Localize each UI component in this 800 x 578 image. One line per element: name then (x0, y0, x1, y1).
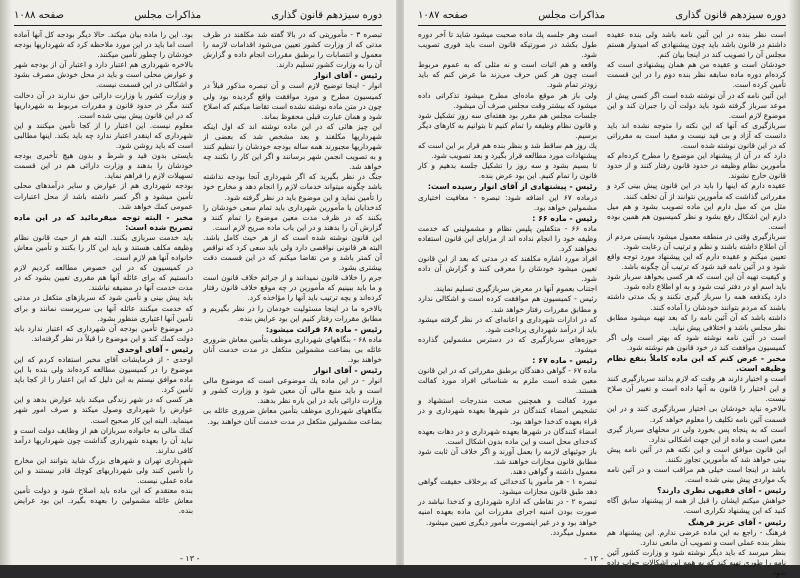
header-page-number: صفحه ۱۰۸۸ (14, 9, 65, 21)
paragraph: در موضوع تأمین بودجه آن شهرداری که اعتبار ندارد باید دولت کمك کند و این موضوع را قبلاً در نظر گرفته‌اند. (14, 323, 193, 343)
paragraph: جرم را خلاف قانون نمیدانند و از جرائم خلاف قانون است و ما باید ببینیم که مأمورین در چه موقع خلاف قانون رفتار کرده‌اند و بچه ترتیب باید آنها را مؤاخذه کرد. (203, 273, 382, 303)
header-page-number: صفحه ۱۰۸۷ (418, 9, 469, 21)
paragraph: باشد در اینجا است خیلی هم مراقب است و در آئین نامه یک مواردی پیش بینی شده است. (607, 465, 786, 485)
header-series: دوره سیزدهم قانون گذاری (271, 9, 382, 21)
paragraph: باز جوئیهای لازمه را بعمل آورند و اگر خلاف آن ثابت شود مطابق قانون مجازات خواهند شد. (418, 446, 597, 466)
paragraph: بود. این را ماده بیان میکند. حالا دیگر بودجه کل آنها آماده است اما باید در این مورد ملاحظه کرد که شهرداریها بودجه خودشان را چطور تأمین میکنند. (14, 30, 193, 60)
folio: - ۱۳ - (180, 554, 200, 563)
speaker-heading: رئیس - آقای انوار (313, 71, 382, 81)
header-rule (14, 25, 382, 26)
paragraph: بالاخره شهرداری هم اعتبار دارد و اعتبار آن از بودجه شهر و عوارض محلی است و باید در محل خودش مصرف بشود و اشکالی در این قسمت نیست. (14, 60, 193, 90)
speaker-heading: رئیس - آقای اوحدی (117, 344, 193, 354)
paragraph: عقیده دارم که اینها را باید در این قانون پیش بینی کرد و مقرراتی گذاشت که مأمورین نتوانند از آن تخلف کنند. (607, 181, 786, 201)
paragraph: خواهش میکنم ایشان را قبل از همه از پیشنهاد سابق آگاه کنید که این پیشنهاد تکراری است. (607, 496, 786, 516)
paragraph: تبصره ۱ - هر مأمور یا کدخدائی که برخلاف حقیقت گواهی دهد طبق قانون مجازات میشود. (418, 477, 597, 497)
paragraph: درماده ۶۷ این اضافه شود: تبصره - معافیت اختیاری مشمولین خواهد بود. (418, 192, 597, 212)
right-page (404, 0, 800, 577)
paragraph: معلوم نیست. این اعتبار را از کجا تأمین میکنند و این شهرداری که اینقدر اعتبار ندارد چه باید بکند. اینها مطالبی است که باید روشن شود. (14, 120, 193, 151)
paragraph: است و اختیار دارند هر وقت که لازم بدانند سربازگیری کنند و این اختیار را قانون به آنها داده است و تغییر آن صلاح نیست. (607, 374, 786, 404)
paragraph: داشته باشد که آن آئین نامه را که بعد تهیه میشود مطابق نظر مجلس باشد و اختلافی پیش نیاید. (607, 312, 786, 332)
paragraph: جنگ در نظر بگیرید که اگر شهرداری آنجا بودجه نداشته باشد چگونه میتواند خدمات لازم را انجام دهد و مخارج خود را تأمین نماید و این موضوع باید در نظر گرفته شود. (203, 172, 382, 202)
paragraph: واقعه و هم اثبات است و نه مثلی که به عموم مربوط است چون هر کس حرف می‌زند ما عرض کنم که باید زودتر تمام شود. (418, 60, 597, 90)
paragraph: باید پیش بینی و تأمین شود که سربازهای متکفل در مدتی که خدمت میکنند عائله آنها بی سرپرست نمانند و برای تأمین آنها اعتباری منظور بشود. (14, 293, 193, 323)
paragraph: بالاخره ما در اینجا مسئولیت خودمان را در نظر بگیریم و مطابق مقررات رفتار کنیم این بود عرایض بنده. (203, 303, 382, 323)
paragraph: این آئین نامه که در آن نوشته شده است اگر کسی پیش از موعد سرباز گرفته شود باید دولت آن را جبران کند و این موضوع لازم است. (607, 90, 786, 120)
speaker-heading: مخبر - البته توجه میفرمائید که در این ماده تصریح شده است: (14, 212, 193, 232)
paragraph: است نظر بنده در این آئین نامه باشد ولی بنده عقیده داشتم در قانون باشد باید چون پیشنهادی که امیدوار هستم مجلس آن را تصویب کند در اینجا بیان کنم. (607, 30, 786, 60)
paragraph: مورد کفالت و همچنین صحت مندرجات استشهاد و تشخیص امضاء کنندگان در شهرها بعهده شهرداری و در قراء بعهده کدخدا خواهد بود. (418, 396, 597, 426)
paragraph: این قانون نوشته شده است که از هر حیث کامل باشد. البته هر قانونی نواقصی دارد ولی باید سعی کرد که نواقص آن کمتر باشد و من تقاضا میکنم که در این قسمت دقت بیشتری بشود. (203, 232, 382, 273)
speaker-heading: رئیس - ماده ۶۷ : (532, 356, 597, 365)
paragraph: ماده ۶۷ - گواهی دهندگان برطبق مقرراتی که در این قانون معین شده است ملزم به شناسائی افراد مورد کفالت هستند. (418, 366, 597, 396)
folio: - ۱۲ - (584, 554, 604, 563)
speaker-heading: رئیس - پیشنهادی از آقای انوار رسیده است: (427, 182, 597, 192)
speaker-heading: مخبر - عرض کنم که این ماده کاملاً بنفع نظام وظیفه است. (607, 354, 786, 374)
paragraph: ولی باز هر موقع ماده‌ای مطرح میشود تذکراتی داده میشود که بیشتر وقت مجلس صرف آن میشود. (418, 90, 597, 110)
left-page-header (14, 6, 382, 24)
paragraph: کمك مالی به خانواده سربازان هم از وظایف دولت است و نباید آن را بعهده شهرداری گذاشت چون شهرداریها درآمد کافی ندارند. (14, 425, 193, 455)
paragraph: است وهر جلسه یك ماده صحبت میشود شاید تا آخر دوره طول بکشد در صورتیکه قانون است باید فوری تصویب شود. (418, 30, 597, 60)
speaker-heading: رئیس - ماده ۶۶ : (532, 213, 597, 223)
right-page-header (418, 6, 786, 24)
paragraph: ماده ۶۸ - بنگاههای شهرداری موظف بتأمین معاش ضروری عائله بی بضاعت مشمولین متکفل در مدت خدمت آنان خواهند بود. (203, 334, 382, 364)
paragraph: و کیفیت تهیه آن این است که هر کسی بخواهد سرباز شود باید اسم او در دفتر ثبت شود و به او اطلاع داده شود. (607, 272, 786, 292)
paragraph: بنگاههای شهرداری موظف بتأمین معاش ضروری عائله بی بضاعت مشمولین متکفل در مدت خدمت آنان خواهند بود. (203, 406, 382, 426)
header-title: مذاکرات مجلس (538, 9, 606, 21)
speaker-heading: رئیس - ماده ۶۸ قرائت میشود: (265, 324, 382, 334)
column-left (14, 30, 193, 551)
paragraph: رئیس - کمیسیون هم موافقت کرده است و اشکالی ندارد و مطابق مقررات رفتار خواهد شد. (418, 294, 597, 314)
column-right (607, 30, 786, 577)
paragraph: تعیین میکنم و عقیده دارم که این پیشنهاد مورد توجه واقع شود و در آئین نامه قید شود که ترتیب آن چگونه باشد. (607, 252, 786, 272)
paragraph: است در آئین نامه نوشته شود که بهتر است ولی اگر کمیسیون موافقت کند در خود قانون هم نوشته شود. (607, 332, 786, 352)
paragraph: خودشان است و عقیده من هم همان پیشنهادی است که کرده‌ام دوره ماده سابقه نظر بنده دوم را در این قسمت تأمین کرده است. (607, 60, 786, 90)
paragraph: معمول میگردد. (550, 527, 597, 537)
paragraph: افراد مورد اشاره مکلفند که در مدتی که بعد از این قانون تعیین میشود خودشان را معرفی کنند و گزارش آن داده شود. (418, 254, 597, 284)
header-series: دوره سیزدهم قانون گذاری (675, 9, 786, 21)
paragraph: حوزه‌های سربازگیری که در دسترس مشمولین گذارده میشود. (418, 334, 597, 354)
paragraph: بودجه شهرداری هم از عوارض و سایر درآمدهای محلی تأمین میشود و اگر کسر داشته باشد از محل اعتبارات عمومی کمك خواهد شد. (14, 181, 193, 211)
paragraph: فرهنگ - راجع به این ماده عرضی ندارم. این پیشنهاد هم بنظر بنده عملی است و تصویب آن مانعی ندارد. (607, 527, 786, 547)
speaker-heading: رئیس - آقای انوار (313, 366, 382, 376)
paragraph: باید خدمت سربازی بکنند. البته هم از حیث قانون نظام وظیفه مکلف هستند و باید این کار را بکنند و تأمین معاش خانواده آنها هم لازم است. (14, 232, 193, 263)
column-right (203, 30, 382, 551)
paragraph: دارد که در آن از پیشنهاد این موضوع را مطرح کرده‌ام که مأمورین نظام وظیفه در حدود قانون رفتار کنند و از حدود قانون خارج نشوند. (607, 151, 786, 181)
paragraph: اوحدی - از فرمایشات آقای مخبر استفاده کردم که این موضوع را در کمیسیون مطالعه کرده‌اند ولی بنده با این ماده موافق نیستم به این دلیل که این اعتبار را از کجا باید تأمین کرد. (14, 355, 193, 395)
left-page (0, 0, 396, 565)
paragraph: انوار - اینجا توضیح لازم است و آن تبصره مذکور قبلاً در کمیسیون مطرح و مورد موافقت واقع گردیده بود ولی چون در متن ماده نوشته نشده است تقاضا میکنم که اصلاح شود و همان عبارت قبلی محفوظ بماند. (203, 81, 382, 121)
paragraph: یك روز هم ساقط شد و بنظر بنده هم قرار بر این است که پیشنهادات مورد مطالعه قرار بگیرد و بعد تصویب شود. (418, 141, 597, 161)
paragraph: تبصره ۲ - در نقاطی که اداره شهرداری و کدخدا نباشد در صورت بودن امنیه اجرای مقررات این ماده بعهده امنیه خواهد بود و در غیر اینصورت مأمور دیگری تعیین میشود. (418, 497, 597, 527)
book-gutter (396, 0, 404, 565)
paragraph: تبصره ۳ - مأموریتی که در بالا گفته شد مکلفند در ظرف مدتی که از وزارت کشور تعیین می‌شود اقدامات لازمه را معمول و انتصابات را برطبق مقررات انجام داده و گزارش آن را به وزارت کشور تسلیم دارند. (203, 30, 382, 70)
paragraph: معمول داشته و گواهی دهند. (510, 467, 597, 477)
paragraph: ماده ۶۶ - متکفلین پلیس نظام و مشمولینی که خدمت وظیفه خود را انجام نداده اند از مزایای این قانون استفاده نخواهند کرد. (418, 223, 597, 253)
paragraph: شهرداری تهران و شهرهای بزرگ شاید بتوانند این مخارج را تأمین کنند ولی شهرداریهای کوچك قادر نیستند و این ماده عملی نیست. (14, 455, 193, 486)
header-title: مذاکرات مجلس (134, 9, 202, 21)
paragraph: و وزارت کشور یا وزارت دارائی حق ندارند در آن دخالت کنند مگر در حدود قانون و مقررات مربوط به شهرداریها که در این قانون پیش بینی شده است. (14, 90, 193, 120)
column-left (418, 30, 597, 551)
paragraph: امضاء کنندگان در شهرها بعهده شهرداری و در دهات بعهده کدخدای محل است و این ماده بدون اشکال است. (418, 426, 597, 446)
paragraph: سربازگیری وقتی در منطقه معمول میشود بایستی مردم از آن اطلاع داشته باشند و نظم و ترتیب آن رعایت شود. (607, 231, 786, 251)
header-rule (418, 25, 786, 26)
paragraph: بنظر میرسد که باید دیگر نوشته شود و وزارت کشور آئین نامه را طوری تهیه کند که به همه این اشکالات جواب داده شود. (607, 547, 786, 577)
paragraph: است که به پنجاه پس بخورد ولی در محلهای سرباز گیری معین است و ماده از این جهت اشکالی ندارد. (607, 424, 786, 444)
paragraph: بایستی بدون قید و شرط و بدون هیچ تأخیری بودجه خودشان را بدهند و وزارت دارائی هم در این قسمت تسهیلات لازم را فراهم نماید. (14, 151, 193, 181)
paragraph: هر کسی که در شهر زندگی میکند باید عوارض بدهد و این عوارض را شهرداری وصول میکند و صرف امور شهر مینماید. البته این کار صحیح است. (14, 395, 193, 425)
paragraph: تا بسیم بشود و سه روز را تشکیل جلسه بدهیم و کار قانون را تمام کنیم. این بود عرض بنده. (418, 161, 597, 181)
paragraph: بنده معتقدم که این ماده باید اصلاح شود و دولت تأمین معاش عائله مشمولین را بعهده بگیرد. این بود عرایض بنده. (14, 486, 193, 516)
paragraph: دارد یکدفعه همه را سرباز گیری نکنند و یک مدتی داشته باشند که مردم بتوانند خودشان را آماده کنند. (607, 292, 786, 312)
speaker-heading: رئیس - آقای فقیهی نظری دارند؟ (657, 486, 786, 496)
paragraph: در کمیسیون که در این خصوص مطالعه کردیم لازم دانستیم که برای عائله آنها هم مقرری تعیین بشود که در مدت خدمت آنها در مضیقه نباشند. (14, 263, 193, 293)
paragraph: کدخدایان یا مأمورین شهرداری باید تمام سعی خودشان را بکنند که در ظرف مدت معین موضوع را تمام کنند و گزارش آن را بدهند و در این باب ماده صریح لازم است. (203, 202, 382, 232)
paragraph: اجتناب بعموم آنها در معرض سربازگیری تسلیم نمایند. (433, 284, 597, 294)
paragraph: که در ادارات شهرداری و اعانه‌ای که در نظر گرفته میشود باید از درآمد شهرداری پرداخت شود. (418, 314, 597, 334)
paragraph: انوار - در این ماده یك موضوعی است که موضوع مالی است و باید منبع مالی آن معین شود و وزارت کشور و وزارت دارائی باید در این باره نظر بدهند. (203, 376, 382, 406)
left-page-columns (14, 30, 382, 551)
speaker-heading: رئیس - آقای عزیز فرهنگ (687, 517, 786, 527)
page-edge-shadow (788, 0, 800, 565)
paragraph: جلسات مجلس هم مقرر بود هفته‌ای سه روز تشکیل شود و قانون نظام وظیفه را تمام کنیم تا بتوانیم به کارهای دیگر برسیم. (418, 110, 597, 140)
paragraph: این چیز هائی که در این ماده نوشته اند که اول اینکه شهرداریها مکلفند و بعد مشخص شد که بعضی از شهرداریها مجبورند همه ساله بودجه خودشان را تنظیم کنند و به تصویب انجمن شهر برسانند و اگر این کار را نکنند چه خواهد شد. (203, 121, 382, 172)
paragraph: این قانون موافق است و این نکته هم در آئین نامه پیش بینی خواهد شد که مأمورین تجاوز نکنند. (607, 444, 786, 464)
paragraph: مثل من که میل دارم این ماده تصویب بشود و هم میل دارم این اشکال رفع بشود و نظر کمیسیون هم همین بوده است. (607, 201, 786, 231)
paragraph: بالاخره نباید خودشان بی اختیار سربازگیری کنند و در این قسمت آئین نامه تکلیف را معلوم خواهد کرد. (607, 404, 786, 424)
paragraph: سربازگیری که آنها که این نکته را متوجه نشده اند باید دانست که آزاد و بی قید نیست و مقید است به مقرراتی که در این قانون نوشته شده است. (607, 120, 786, 151)
page-edge-shadow (0, 0, 12, 565)
